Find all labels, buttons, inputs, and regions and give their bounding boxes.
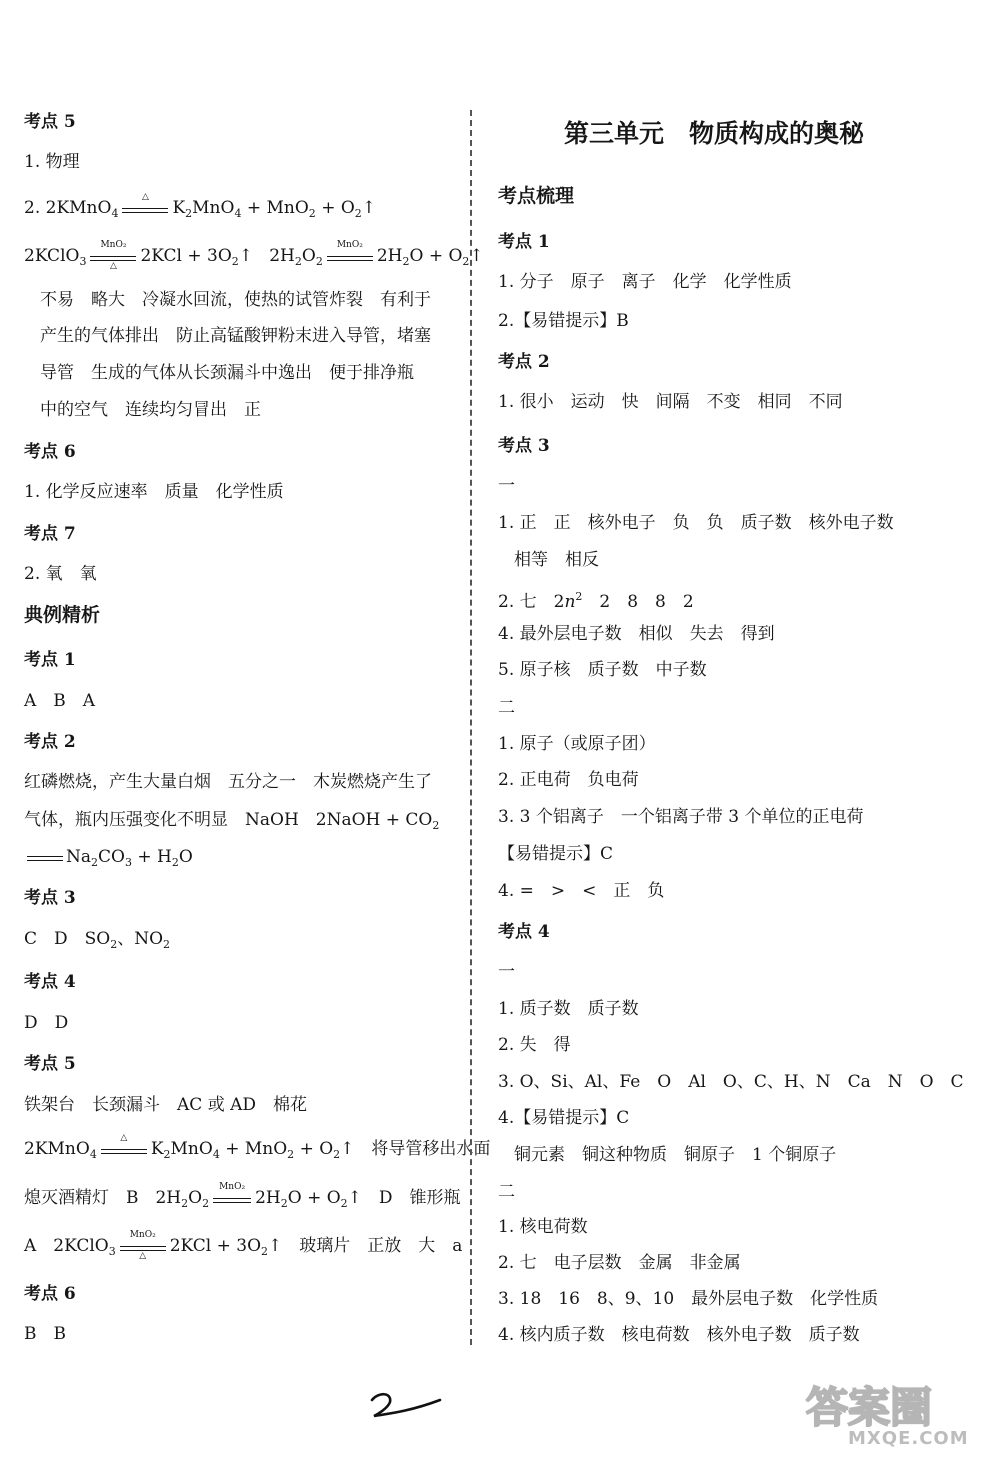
- handwritten-page-number: [368, 1390, 444, 1420]
- answer-line: 1. 质子数 质子数: [498, 999, 639, 1019]
- unit-title: 第三单元 物质构成的奥秘: [564, 119, 865, 148]
- heading-kaodian-2: 考点 2: [24, 732, 76, 752]
- answer-line: C D $SO_2$、$NO_2$: [24, 929, 171, 951]
- answer-line: 铜元素 铜这种物质 铜原子 1 个铜原子: [514, 1145, 837, 1165]
- equation-kmno4: 2. 2KMnO$_4$ △ $K_2MnO_4 + MnO_2$ + $O_2↑$: [24, 192, 377, 220]
- answer-line: 2. 七 电子层数 金属 非金属: [498, 1253, 741, 1273]
- answer-paragraph: 不易 略大 冷凝水回流，使热的试管炸裂 有利于: [40, 290, 431, 310]
- heading-kaodian-4: 考点 4: [24, 972, 76, 992]
- answer-line: 2. 失 得: [498, 1035, 571, 1055]
- heading-kaodian-1: 考点 1: [498, 232, 550, 252]
- answer-line: 1. 很小 运动 快 间隔 不变 相同 不同: [498, 392, 843, 412]
- answer-line: 4.【易错提示】C: [498, 1108, 630, 1128]
- answer-line: 1. 核电荷数: [498, 1217, 588, 1237]
- answer-line: B B: [24, 1324, 66, 1344]
- answer-line: 1. 分子 原子 离子 化学 化学性质: [498, 272, 792, 292]
- heading-kaodian-7: 考点 7: [24, 524, 76, 544]
- answer-line: 2. 七 $2n^2$ 2 8 8 2: [498, 590, 694, 612]
- equation-kmno4-b: 2KMnO$_4$ △ $K_2MnO_4 + MnO_2$ + $O_2↑$ 将导管移出水面: [24, 1133, 491, 1161]
- watermark-url: MXQE.COM: [848, 1428, 969, 1449]
- answer-line: 2. 正电荷 负电荷: [498, 770, 639, 790]
- answer-line: 1. 正 正 核外电子 负 负 质子数 核外电子数: [498, 513, 894, 533]
- watermark-logo: [800, 1378, 990, 1434]
- answer-line: 3. 3 个铝离子 一个铝离子带 3 个单位的正电荷: [498, 807, 864, 827]
- heading-kaodian-3: 考点 3: [498, 436, 550, 456]
- equation-kclo3-b: A 2KClO$_3$ MnO₂ △ $2KCl + 3O_2↑$ 玻璃片 正放 大 a: [24, 1230, 463, 1261]
- heading-kaodian-6: 考点 6: [24, 442, 76, 462]
- answer-line: A B A: [24, 691, 96, 711]
- equation-h2o2-b: 熄灭酒精灯 B $2H_2O_2$ MnO₂ $2H_2O$ + $O_2↑$ D 锥形瓶: [24, 1182, 461, 1210]
- heading-kaodian-4: 考点 4: [498, 922, 550, 942]
- heading-kaodian-6b: 考点 6: [24, 1284, 76, 1304]
- answer-line: D D: [24, 1013, 69, 1033]
- answer-paragraph: 红磷燃烧，产生大量白烟 五分之一 木炭燃烧产生了: [24, 772, 432, 792]
- subsection-marker: 一: [498, 476, 515, 496]
- answer-line: 2. 氧 氧: [24, 564, 97, 584]
- column-divider: [470, 110, 472, 1345]
- answer-paragraph: 导管 生成的气体从长颈漏斗中逸出 便于排净瓶: [40, 363, 414, 383]
- svg-text:答案圈: 答案圈: [806, 1383, 933, 1432]
- answer-line: 2.【易错提示】B: [498, 311, 629, 331]
- answer-line: 3. O、Si、Al、Fe O Al O、C、H、N Ca N O C: [498, 1072, 964, 1092]
- answer-paragraph: 中的空气 连续均匀冒出 正: [40, 400, 261, 420]
- section-title-review: 考点梳理: [498, 185, 575, 207]
- section-title-examples: 典例精析: [24, 604, 101, 626]
- answer-line: 【易错提示】C: [498, 844, 614, 864]
- answer-line: 3. 18 16 8、9、10 最外层电子数 化学性质: [498, 1289, 879, 1309]
- subsection-marker: 二: [498, 698, 515, 718]
- answer-line: 1. 物理: [24, 152, 80, 172]
- answer-line: 1. 原子（或原子团）: [498, 734, 656, 754]
- heading-kaodian-5: 考点 5: [24, 112, 76, 132]
- subsection-marker: 一: [498, 962, 515, 982]
- answer-paragraph: 产生的气体排出 防止高锰酸钾粉末进入导管，堵塞: [40, 326, 431, 346]
- answer-line: 4. 核内质子数 核电荷数 核外电子数 质子数: [498, 1325, 860, 1345]
- subsection-marker: 二: [498, 1182, 515, 1202]
- answer-line: 1. 化学反应速率 质量 化学性质: [24, 482, 284, 502]
- answer-line: 4. 最外层电子数 相似 失去 得到: [498, 624, 775, 644]
- answer-line: 相等 相反: [514, 550, 599, 570]
- answer-paragraph: 气体，瓶内压强变化不明显 NaOH 2NaOH + $CO_2$: [24, 810, 440, 832]
- equation-naoh: $Na_2CO_3 + H_2O$: [24, 845, 193, 875]
- heading-kaodian-2: 考点 2: [498, 352, 550, 372]
- heading-kaodian-5b: 考点 5: [24, 1054, 76, 1074]
- answer-line: 5. 原子核 质子数 中子数: [498, 660, 707, 680]
- answer-line: 铁架台 长颈漏斗 AC 或 AD 棉花: [24, 1095, 307, 1115]
- heading-kaodian-1: 考点 1: [24, 650, 76, 670]
- equation-kclo3-h2o2: 2KClO$_3$ MnO₂ △ $2KCl + 3O_2↑$ $2H_2O_2$ MnO₂ $2H_2O$ + $O_2↑$: [24, 240, 484, 271]
- heading-kaodian-3: 考点 3: [24, 888, 76, 908]
- answer-line: 4. = > < 正 负: [498, 881, 665, 901]
